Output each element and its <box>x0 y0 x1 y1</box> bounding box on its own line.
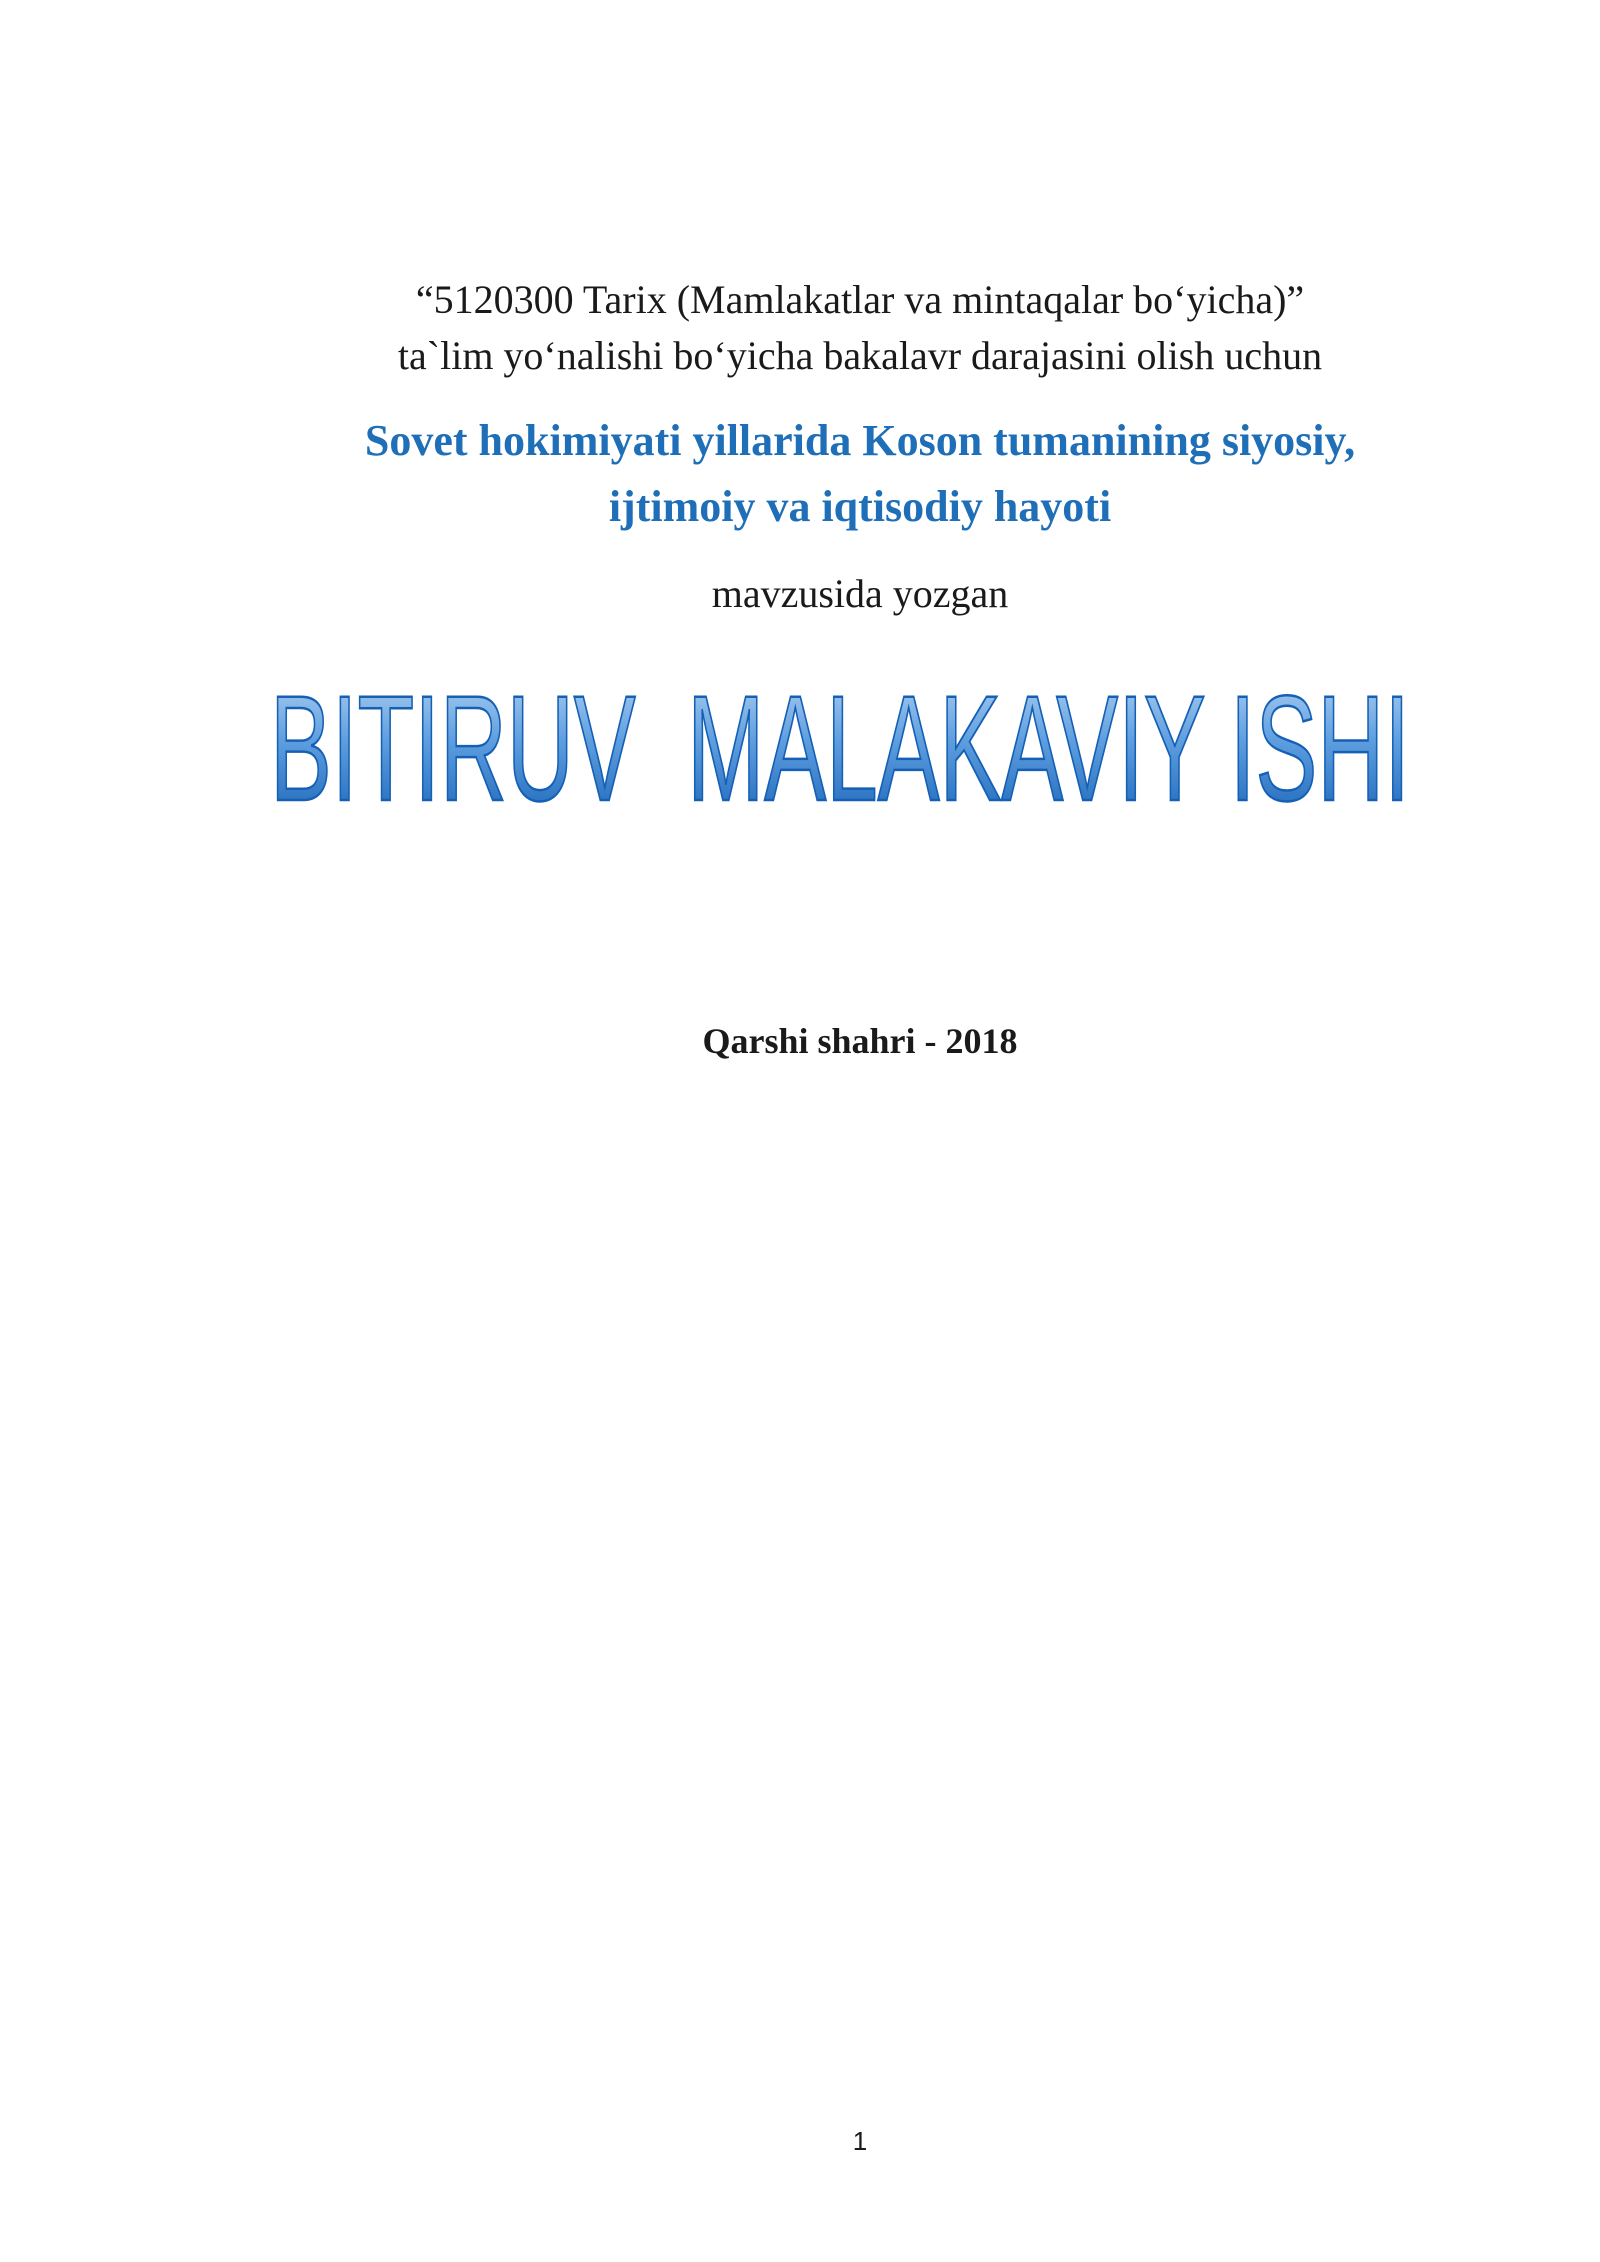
work-type-wordart <box>240 672 1440 832</box>
work-type-title: BITIRUV MALAKAVIY ISHI <box>270 672 1410 832</box>
thesis-topic-line-1: Sovet hokimiyati yillarida Koson tumanining siyosiy, <box>364 416 1356 465</box>
program-line-2: ta`lim yo‘nalishi bo‘yicha bakalavr darajasini olish uchun <box>397 333 1323 378</box>
city-year: Qarshi shahri - 2018 <box>702 1021 1018 1061</box>
topic-suffix: mavzusida yozgan <box>711 571 1009 616</box>
program-line-1: “5120300 Tarix (Mamlakatlar va mintaqalar bo‘yicha)” <box>415 277 1305 322</box>
thesis-topic <box>200 408 1520 540</box>
page-number: 1 <box>852 2126 868 2156</box>
thesis-topic-line-2: ijtimoiy va iqtisodiy hayoti <box>608 482 1112 531</box>
